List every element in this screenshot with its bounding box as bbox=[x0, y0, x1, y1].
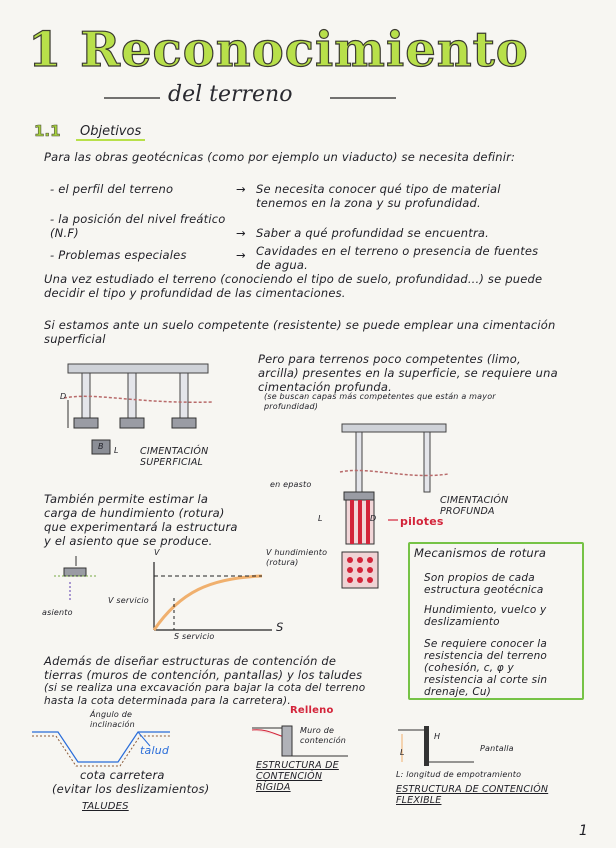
label-asiento: asiento bbox=[42, 608, 73, 617]
settlement-graph bbox=[50, 552, 290, 642]
arrow-icon: → bbox=[236, 182, 246, 196]
label-b: B bbox=[98, 442, 104, 451]
page-title: 1 Reconocimiento bbox=[28, 22, 529, 78]
label-en-epasto: en epasto bbox=[270, 480, 312, 489]
label-l-deep: L bbox=[318, 514, 323, 523]
intro-text: Para las obras geotécnicas (como por ejemplo un viaducto) se necesita definir: bbox=[44, 150, 516, 164]
label-l: L bbox=[114, 446, 119, 455]
paragraph-2: Si estamos ante un suelo competente (resistente) se puede emplear una cimentación superficial bbox=[44, 318, 556, 346]
objective-desc-3: Cavidades en el terreno o presencia de fuentes de agua. bbox=[256, 244, 539, 272]
label-h: H bbox=[434, 732, 441, 741]
caption-taludes: TALUDES bbox=[82, 801, 129, 812]
caption-deep: CIMENTACIÓN PROFUNDA bbox=[440, 495, 509, 517]
label-v-axis: V bbox=[154, 548, 160, 557]
label-cota: cota carretera bbox=[80, 768, 165, 782]
label-v-servicio: V servicio bbox=[108, 596, 149, 605]
label-relleno: Relleno bbox=[290, 705, 334, 716]
shallow-foundation-diagram bbox=[56, 356, 216, 456]
page-subtitle: del terreno bbox=[168, 82, 293, 107]
caption-shallow: CIMENTACIÓN SUPERFICIAL bbox=[140, 446, 209, 468]
label-longitud: L: longitud de empotramiento bbox=[396, 770, 522, 779]
paragraph-4: También permite estimar la carga de hundimiento (rotura) que experimentará la estructura y el asiento que se produce. bbox=[44, 492, 238, 548]
objective-item-1: - el perfil del terreno bbox=[50, 182, 174, 196]
label-v-hund: V hundimiento (rotura) bbox=[266, 548, 328, 567]
label-angulo: Ángulo de inclinación bbox=[90, 710, 135, 729]
label-evitar: (evitar los deslizamientos) bbox=[52, 782, 210, 796]
objective-desc-1: Se necesita conocer qué tipo de material tenemos en la zona y su profundidad. bbox=[256, 182, 501, 210]
objective-item-2: - la posición del nivel freático (N.F) bbox=[50, 212, 226, 240]
flexible-wall-diagram bbox=[396, 722, 476, 768]
label-s-servicio: S servicio bbox=[174, 632, 215, 641]
mechanisms-title: Mecanismos de rotura bbox=[414, 546, 547, 560]
section-number: 1.1 bbox=[34, 122, 61, 140]
label-d: D bbox=[60, 392, 67, 401]
label-d-deep: D bbox=[370, 514, 377, 523]
mechanism-item-1: Son propios de cada estructura geotécnica bbox=[424, 572, 544, 596]
label-pantalla: Pantalla bbox=[480, 744, 514, 753]
label-talud: talud bbox=[140, 744, 170, 757]
paragraph-3: Pero para terrenos poco competentes (limo, arcilla) presentes en la superficie, se requiere una cimentación profunda. bbox=[258, 352, 558, 394]
label-muro: Muro de contención bbox=[300, 726, 347, 745]
section-title: Objetivos bbox=[76, 124, 145, 141]
label-l-flex: L bbox=[400, 748, 405, 757]
arrow-icon: → bbox=[236, 226, 246, 240]
paragraph-5-note: (si se realiza una excavación para bajar la cota del terreno hasta la cota determinada para la carretera). bbox=[44, 682, 366, 707]
objective-desc-2: Saber a qué profundidad se encuentra. bbox=[256, 226, 490, 240]
mechanism-item-3: Se requiere conocer la resistencia del terreno (cohesión, c, φ y resistencia al corte sin drenaje, Cu) bbox=[424, 638, 548, 698]
paragraph-3-note: (se buscan capas más competentes que están a mayor profundidad) bbox=[264, 392, 496, 411]
label-s-axis: S bbox=[276, 620, 284, 634]
arrow-icon: → bbox=[236, 248, 246, 262]
mechanism-item-2: Hundimiento, vuelco y deslizamiento bbox=[424, 604, 547, 628]
page-number: 1 bbox=[578, 823, 588, 839]
caption-rigida: ESTRUCTURA DE CONTENCIÓN RÍGIDA bbox=[256, 760, 339, 793]
paragraph-5: Además de diseñar estructuras de contención de tierras (muros de contención, pantallas) y los taludes bbox=[44, 654, 363, 682]
caption-flexible: ESTRUCTURA DE CONTENCIÓN FLEXIBLE bbox=[396, 784, 549, 806]
paragraph-1: Una vez estudiado el terreno (conociendo el tipo de suelo, profundidad...) se puede decidir el tipo y profundidad de las cimentaciones. bbox=[44, 272, 543, 300]
objective-item-3: - Problemas especiales bbox=[50, 248, 187, 262]
label-pilotes: pilotes bbox=[400, 515, 444, 528]
